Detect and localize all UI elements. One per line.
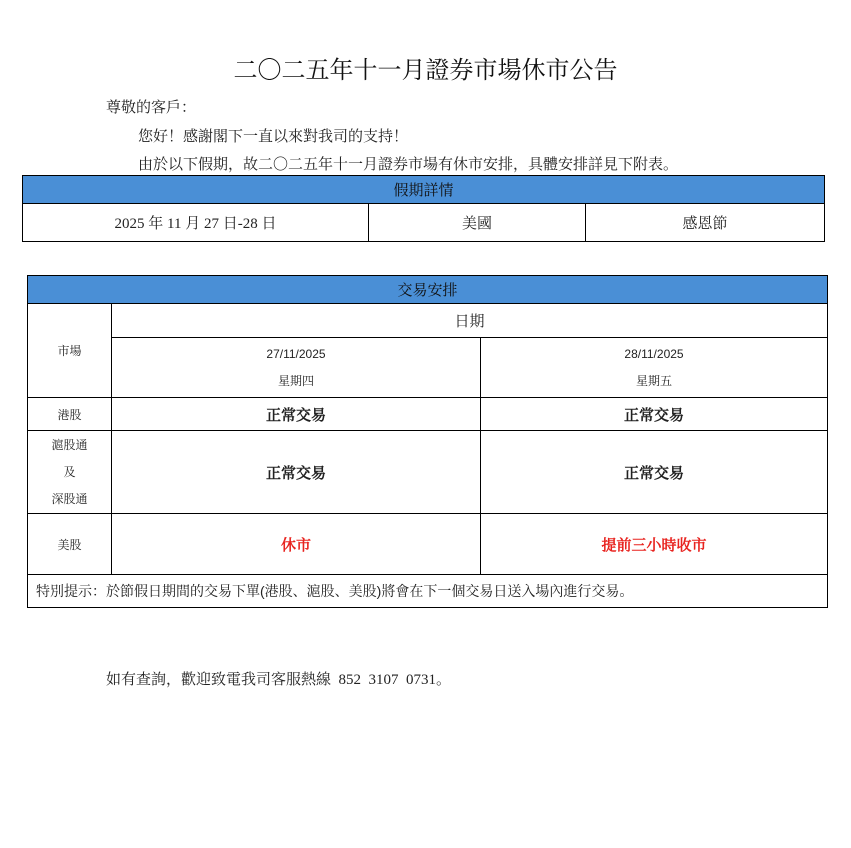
holiday-table-header: 假期詳情 — [23, 176, 825, 204]
page-title: 二〇二五年十一月證券市場休市公告 — [233, 57, 618, 84]
status-cell: 正常交易 — [481, 398, 828, 431]
holiday-country: 美國 — [369, 204, 586, 242]
date-label: 日期 — [112, 304, 828, 338]
special-note: 特別提示：於節假日期間的交易下單(港股、滬股、美股)將會在下一個交易日送入場內進行交易。 — [28, 575, 828, 608]
table-row — [28, 514, 828, 575]
status-cell: 正常交易 — [481, 431, 828, 514]
market-name: 滬股通 及 深股通 — [28, 431, 112, 514]
market-name: 美股 — [28, 514, 112, 575]
status-cell-early-close: 提前三小時收市 — [481, 514, 828, 575]
greeting: 尊敬的客戶： — [106, 100, 197, 116]
status-cell: 正常交易 — [112, 431, 481, 514]
status-cell-closed: 休市 — [112, 514, 481, 575]
intro-line: 您好！感謝閣下一直以來對我司的支持！ — [138, 129, 409, 145]
holiday-name: 感恩節 — [586, 204, 825, 242]
day-header: 28/11/2025 星期五 — [481, 338, 828, 398]
holiday-table — [22, 175, 825, 242]
market-label: 市場 — [28, 304, 112, 398]
table-row — [28, 398, 828, 431]
market-name: 港股 — [28, 398, 112, 431]
trading-table-header: 交易安排 — [28, 276, 828, 304]
contact-line: 如有查詢，歡迎致電我司客服熱線 852 3107 0731。 — [106, 672, 452, 688]
status-cell: 正常交易 — [112, 398, 481, 431]
holiday-date: 2025 年 11 月 27 日-28 日 — [23, 204, 369, 242]
intro-line: 由於以下假期，故二〇二五年十一月證券市場有休市安排，具體安排詳見下附表。 — [138, 157, 679, 173]
table-row — [28, 431, 828, 514]
day-header: 27/11/2025 星期四 — [112, 338, 481, 398]
trading-table — [27, 275, 828, 608]
